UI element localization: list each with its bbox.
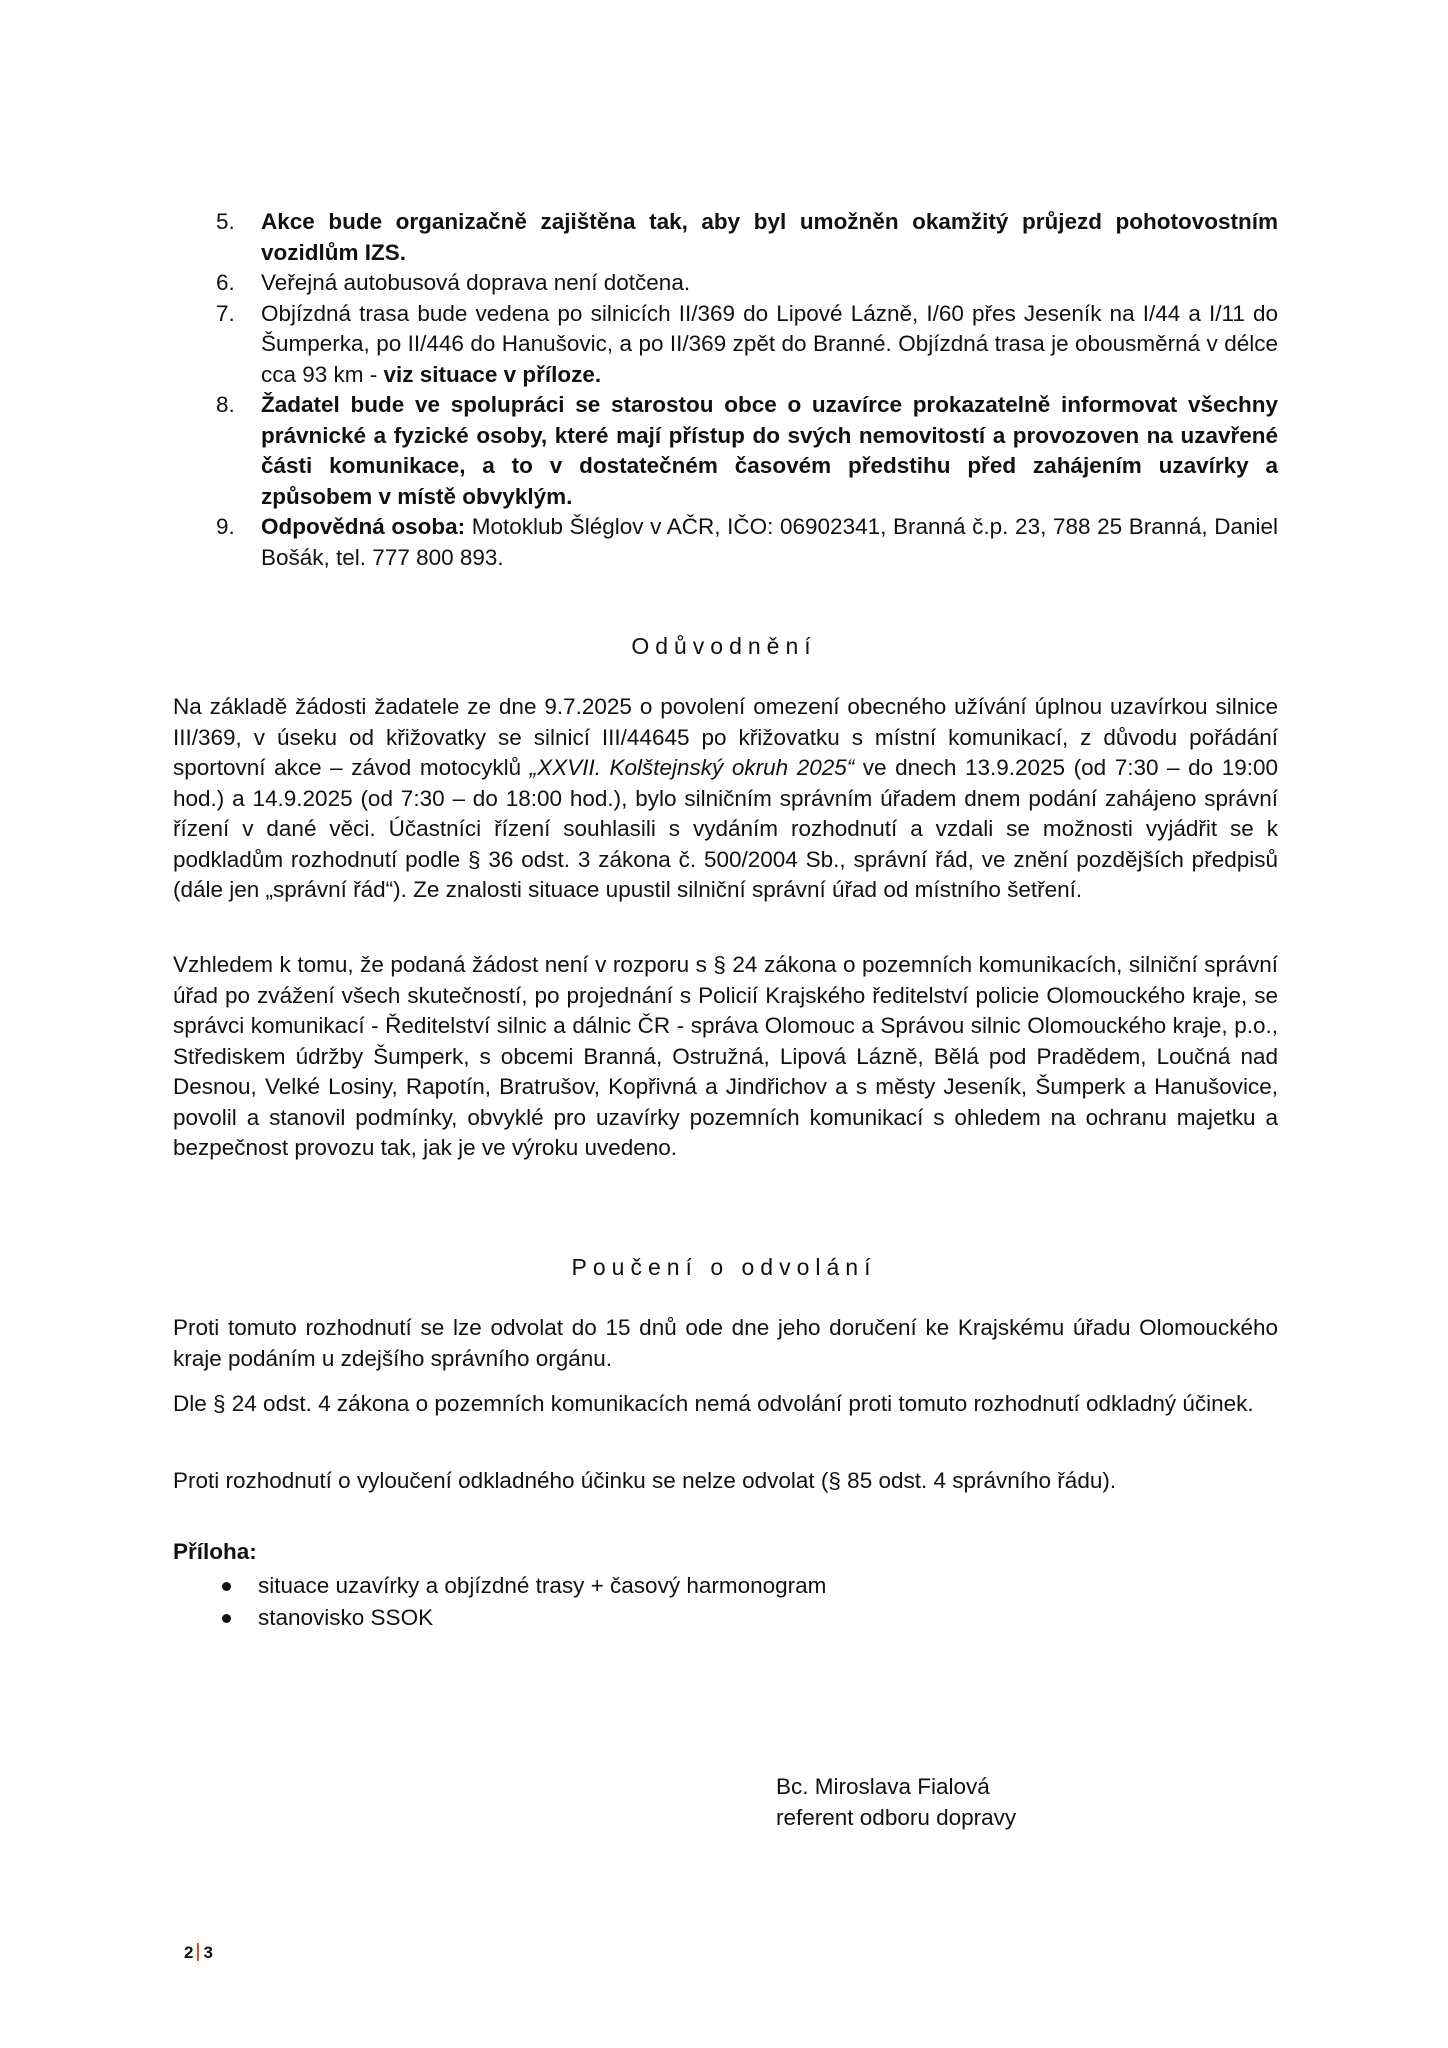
attachment-label: situace uzavírky a objízdné trasy + časový harmonogram xyxy=(258,1573,827,1598)
section-heading-reasoning: Odůvodnění xyxy=(631,633,817,659)
reasoning-text: ve dnech 13.9.2025 (od 7:30 – do 19:00 hod.) a 14.9.2025 (od 7:30 – do 18:00 hod.), bylo silničním správním úřadem dnem podání zahájeno správní řízení v dané věci. Účastníci řízení souhlasili s vydáním rozhodnutí a vzdali se možnosti vyjádřit se k podkladům rozhodnutí podle § 36 odst. 3 zákona č. 500/2004 Sb., správní řád, ve znění pozdějších předpisů (dále jen „správní řád“). Ze znalosti situace upustil silniční správní úřad od místního šetření. xyxy=(173,755,1278,902)
item-text-emphasis: viz situace v příloze. xyxy=(383,361,602,387)
page-total: 3 xyxy=(203,1943,213,1962)
reasoning-paragraph-2: Vzhledem k tomu, že podaná žádost není v rozporu s § 24 zákona o pozemních komunikacích, silniční správní úřad po zvážení všech skutečností, po projednání s Policií Krajského ředitelství policie Olomouckého kraje, se správci komunikací - Ředitelství silnic a dálnic ČR - správa Olomouc a Správou silnic Olomouckého kraje, p.o., Střediskem údržby Šumperk, s obcemi Branná, Ostružná, Lipová Lázně, Bělá pod Pradědem, Loučná nad Desnou, Velké Losiny, Rapotín, Bratrušov, Kopřivná a Jindřichov a s městy Jeseník, Šumperk a Hanušovice, povolil a stanovil podmínky, obvyklé pro uzavírky pozemních komunikací s ohledem na ochranu majetku a bezpečnost provozu tak, jak je ve výroku uvedeno. xyxy=(173,952,1278,1160)
appeal-paragraph-3: Proti rozhodnutí o vyloučení odkladného účinku se nelze odvolat (§ 85 odst. 4 správního řádu). xyxy=(173,1468,1117,1493)
signature-block xyxy=(776,1772,1016,1833)
item-text: Akce bude organizačně zajištěna tak, aby byl umožněn okamžitý průjezd pohotovostním vozidlům IZS. xyxy=(261,209,1278,265)
appeal-paragraph-1: Proti tomuto rozhodnutí se lze odvolat do 15 dnů ode dne jeho doručení ke Krajskému úřadu Olomouckého kraje podáním u zdejšího správního orgánu. xyxy=(173,1315,1278,1371)
item-text: Veřejná autobusová doprava není dotčena. xyxy=(261,270,691,295)
item-number: 6. xyxy=(216,270,235,295)
attachments-list xyxy=(173,1571,826,1635)
reasoning-paragraph-1 xyxy=(173,692,1278,906)
condition-item xyxy=(173,268,1278,299)
attachments-title: Příloha: xyxy=(173,1539,257,1564)
attachment-item xyxy=(173,1571,826,1603)
bullet-icon xyxy=(222,1614,231,1623)
page-separator xyxy=(197,1943,199,1961)
signatory-name: Bc. Miroslava Fialová xyxy=(776,1774,990,1799)
page-number xyxy=(184,1943,213,1963)
item-number: 5. xyxy=(216,209,235,234)
appeal-paragraph-2: Dle § 24 odst. 4 zákona o pozemních komunikacích nemá odvolání proti tomuto rozhodnutí odkladný účinek. xyxy=(173,1391,1254,1416)
attachment-item xyxy=(173,1603,826,1635)
attachment-label: stanovisko SSOK xyxy=(258,1605,434,1630)
bullet-icon xyxy=(222,1582,231,1591)
item-text: Žadatel bude ve spolupráci se starostou obce o uzavírce prokazatelně informovat všechny právnické a fyzické osoby, které mají přístup do svých nemovitostí a provozoven na uzavřené části komunikace, a to v dostatečném časovém předstihu před zahájením uzavírky a způsobem v místě obvyklým. xyxy=(261,392,1278,509)
event-name: „XXVII. Kolštejnský okruh 2025“ xyxy=(529,755,855,780)
condition-item xyxy=(173,207,1278,268)
section-heading-appeal: Poučení o odvolání xyxy=(571,1254,877,1280)
condition-item xyxy=(173,299,1278,391)
page-current: 2 xyxy=(184,1943,194,1962)
item-number: 7. xyxy=(216,300,235,326)
condition-item xyxy=(173,390,1278,512)
item-number: 8. xyxy=(216,392,235,417)
reasoning-text: Na základě žádosti žadatele ze dne 9.7.2025 o povolení omezení obecného užívání úplnou uzavírkou silnice III/369, v úseku od křižovatky se silnicí III/44645 po křižovatku s místní komunikací, z důvodu pořádání sportovní akce – závod motocyklů xyxy=(173,694,1278,780)
conditions-list xyxy=(173,207,1278,573)
item-text-label: Odpovědná osoba: xyxy=(261,514,466,539)
signatory-role: referent odboru dopravy xyxy=(776,1804,1017,1830)
item-number: 9. xyxy=(216,514,235,539)
condition-item xyxy=(173,512,1278,573)
item-text: Objízdná trasa bude vedena po silnicích II/369 do Lipové Lázně, I/60 přes Jeseník na I/44 a I/11 do Šumperka, po II/446 do Hanušovic, a po II/369 zpět do Branné. Objízdná trasa je obousměrná v délce cca 93 km - xyxy=(261,300,1278,387)
item-text: Motoklub Šléglov v AČR, IČO: 06902341, Branná č.p. 23, 788 25 Branná, Daniel Bošák, tel. 777 800 893. xyxy=(261,514,1278,570)
